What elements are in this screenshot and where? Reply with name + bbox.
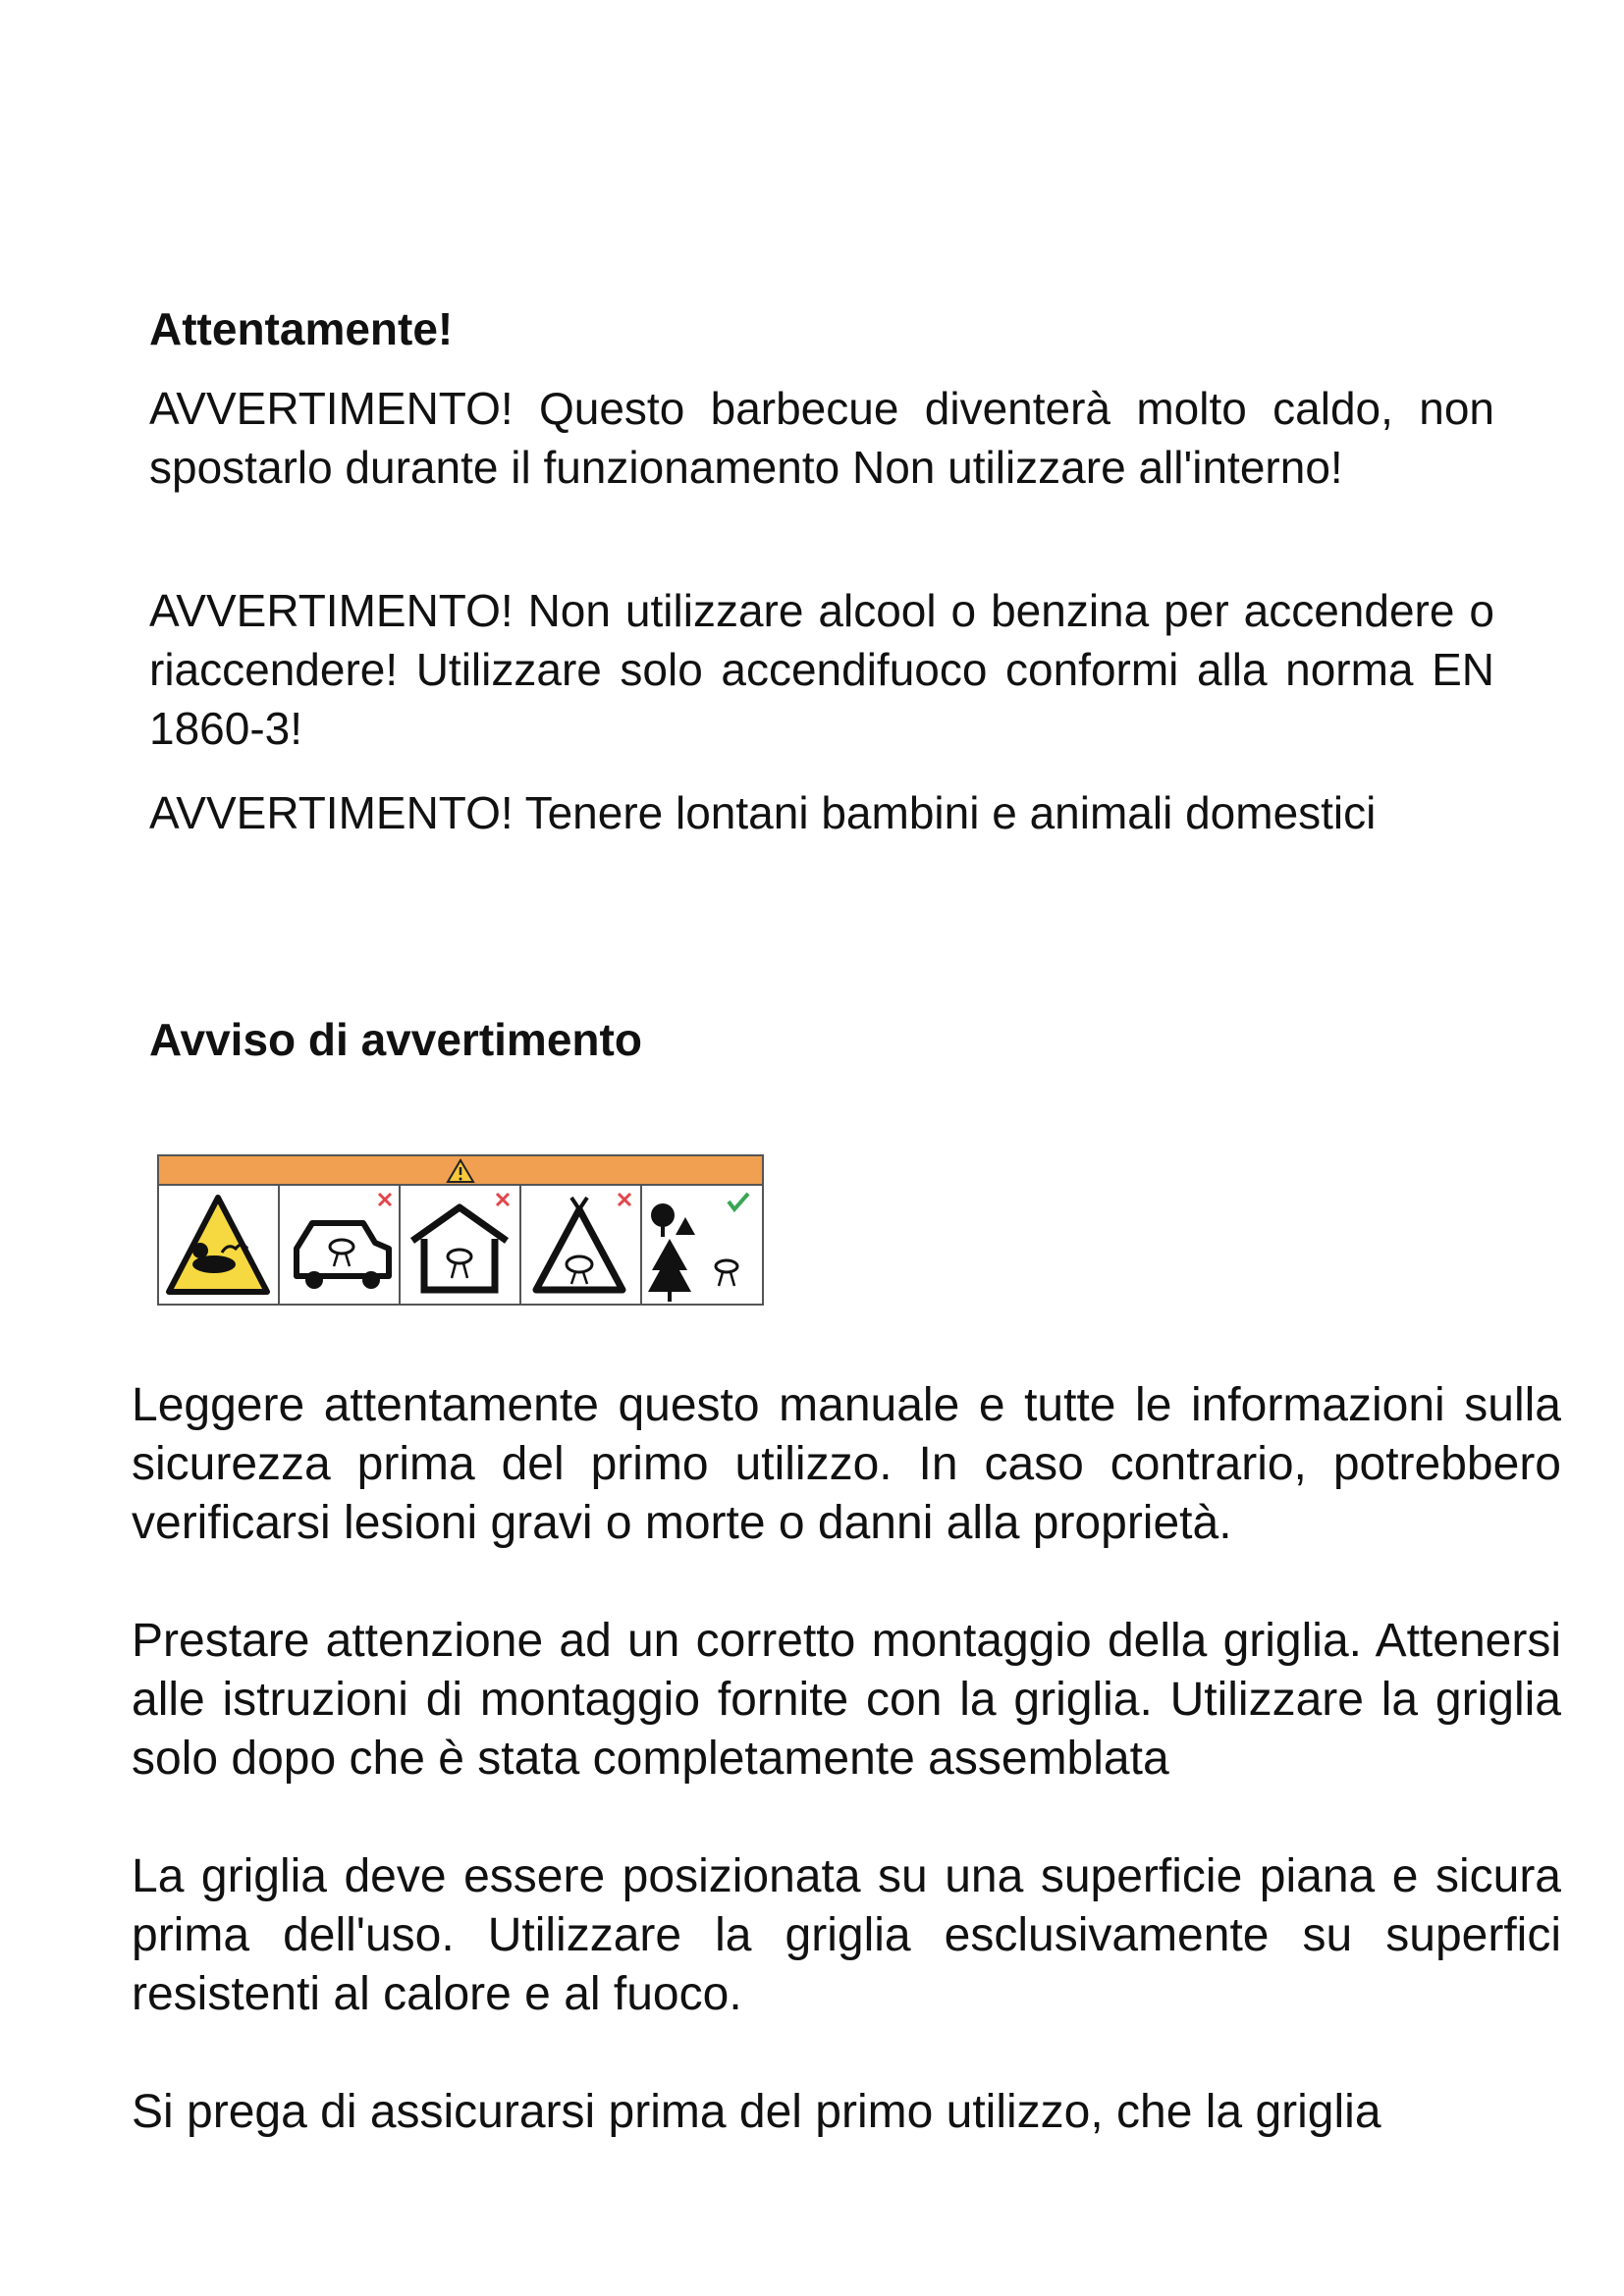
safety-paragraph-first-use: Si prega di assicurarsi prima del primo utilizzo, che la griglia (132, 2086, 1381, 2138)
warning-paragraph-fuel: AVVERTIMENTO! Non utilizzare alcool o benzina per accendere o riaccendere! Utilizzare solo accendifuoco conformi alla norma EN 1860-3! (149, 585, 1494, 754)
safety-paragraph-read-manual: Leggere attentamente questo manuale e tutte le informazioni sulla sicurezza prima del primo utilizzo. In caso contrario, potrebbero verificarsi lesioni gravi o morte o danni alla proprietà. (132, 1379, 1561, 1549)
safety-paragraph-placement: La griglia deve essere posizionata su una superficie piana e sicura prima dell'uso. Utilizzare la griglia esclusivamente su superfici resistenti al calore e al fuoco. (132, 1850, 1561, 2020)
section-title-attention: Attentamente! (149, 303, 454, 354)
warning-pictogram-graphic (157, 1154, 764, 1306)
section-title-warning-notice: Avviso di avvertimento (149, 1014, 642, 1065)
warning-paragraph-children: AVVERTIMENTO! Tenere lontani bambini e animali domestici (149, 787, 1377, 838)
warning-paragraph-hot: AVVERTIMENTO! Questo barbecue diventerà molto caldo, non spostarlo durante il funzionamento Non utilizzare all'interno! (149, 383, 1494, 493)
safety-paragraph-assembly: Prestare attenzione ad un corretto montaggio della griglia. Attenersi alle istruzioni di montaggio fornite con la griglia. Utilizzare la griglia solo dopo che è stata completamente assemblata (132, 1615, 1561, 1785)
warning-pictogram (157, 1154, 764, 1306)
